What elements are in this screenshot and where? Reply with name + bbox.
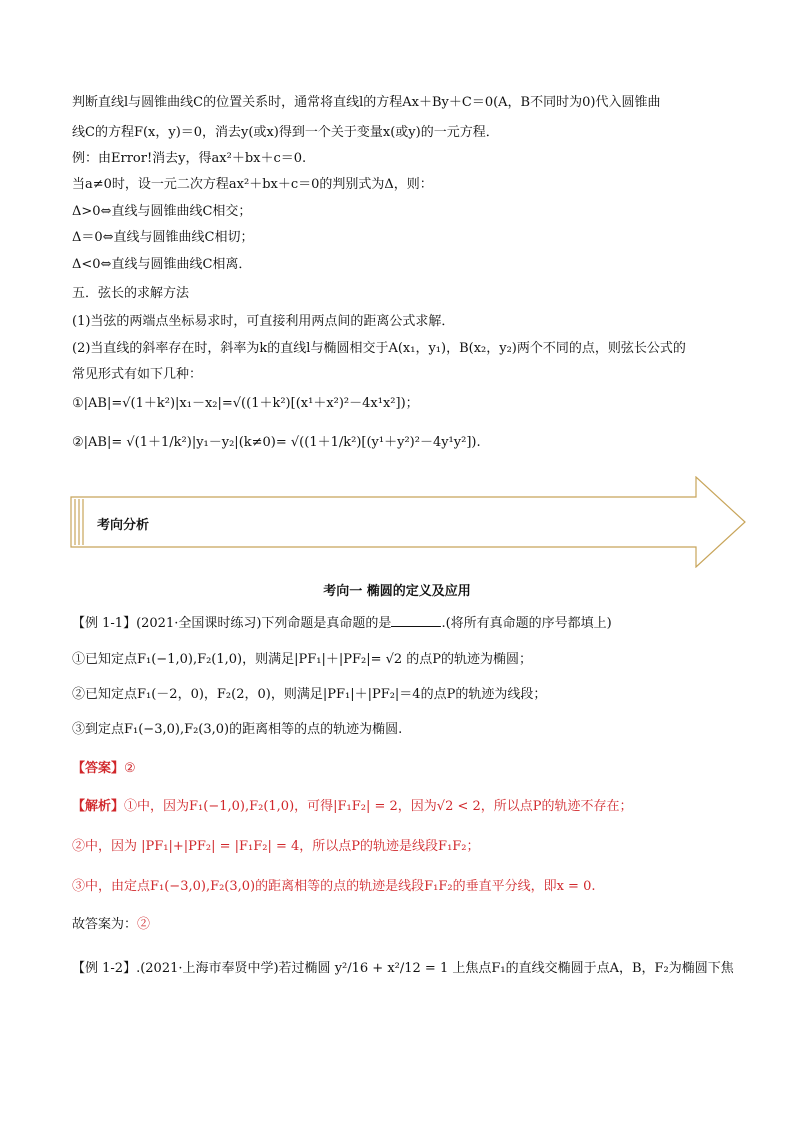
answer-blank <box>391 614 441 627</box>
conclusion-line <box>72 916 150 934</box>
conclusion-prefix: 故答案为： <box>72 917 138 932</box>
answer-label: 【答案】 <box>72 761 125 776</box>
example-question: 【例 1-2】.(2021·上海市奉贤中学)若过椭圆 y²/16 + x²/12 = 1 上焦点F₁的直线交椭圆于点A，B，F₂为椭圆下焦 <box>72 961 734 976</box>
text-line: 线C的方程F(x，y)＝0，消去y(或x)得到一个关于变量x(或y)的一元方程． <box>72 125 499 140</box>
text-line: (2)当直线的斜率存在时，斜率为k的直线l与椭圆相交于A(x₁，y₁)，B(x₂，y₂)两个不同的点，则弦长公式的 <box>72 341 686 356</box>
section-title: 考向一 椭圆的定义及应用 <box>323 584 471 599</box>
analysis-label: 【解析】 <box>72 799 125 814</box>
option-item: ③到定点F₁(−3,0),F₂(3,0)的距离相等的点的轨迹为椭圆. <box>72 722 403 737</box>
text-line: 当a≠0时，设一元二次方程ax²＋bx＋c＝0的判别式为Δ，则： <box>72 177 433 192</box>
text-line: 例：由Error!消去y，得ax²＋bx＋c＝0. <box>72 151 307 166</box>
text-line: 常见形式有如下几种： <box>72 367 203 382</box>
text-line: Δ＝0⇔直线与圆锥曲线C相切； <box>72 230 254 245</box>
option-item: ②已知定点F₁(－2，0)，F₂(2，0)，则满足|PF₁|＋|PF₂|＝4的点P的轨迹为线段； <box>72 687 547 702</box>
text-line: 判断直线l与圆锥曲线C的位置关系时，通常将直线l的方程Ax＋By＋C＝0(A，B不同时为0)代入圆锥曲 <box>72 95 661 110</box>
formula-line: ②|AB|= √(1＋1/k²)|y₁－y₂|(k≠0)= √((1＋1/k²)[(y¹＋y²)²－4y¹y²]). <box>72 435 481 450</box>
option-item: ①已知定点F₁(−1,0),F₂(1,0)，则满足|PF₁|＋|PF₂|= √2 的点P的轨迹为椭圆； <box>72 652 533 667</box>
example-prefix: 【例 1-1】(2021·全国课时练习)下列命题是真命题的是 <box>72 616 392 631</box>
formula-line: ①|AB|=√(1＋k²)|x₁－x₂|=√((1＋k²)[(x¹＋x²)²－4x¹x²])； <box>72 396 419 411</box>
analysis-line <box>72 798 633 816</box>
section-heading: 五．弦长的求解方法 <box>72 286 190 301</box>
example-suffix: .(将所有真命题的序号都填上) <box>441 616 612 631</box>
text-line: Δ>0⇔直线与圆锥曲线C相交； <box>72 204 252 219</box>
banner-label: 考向分析 <box>97 518 150 533</box>
answer-line <box>72 760 136 778</box>
analysis-line: ②中，因为 |PF₁|+|PF₂| = |F₁F₂| = 4，所以点P的轨迹是线段F₁F₂； <box>72 839 480 854</box>
analysis-text: ①中，因为F₁(−1,0),F₂(1,0)，可得|F₁F₂| = 2，因为√2 < 2，所以点P的轨迹不存在； <box>124 799 633 814</box>
analysis-line: ③中，由定点F₁(−3,0),F₂(3,0)的距离相等的点的轨迹是线段F₁F₂的垂直平分线，即x = 0. <box>72 879 596 894</box>
example-question <box>72 614 612 633</box>
banner-arrow-icon <box>70 476 746 568</box>
answer-value: ② <box>124 761 136 776</box>
text-line: (1)当弦的两端点坐标易求时，可直接利用两点间的距离公式求解． <box>72 314 455 329</box>
text-line: Δ<0⇔直线与圆锥曲线C相离． <box>72 257 252 272</box>
conclusion-value: ② <box>137 917 151 932</box>
